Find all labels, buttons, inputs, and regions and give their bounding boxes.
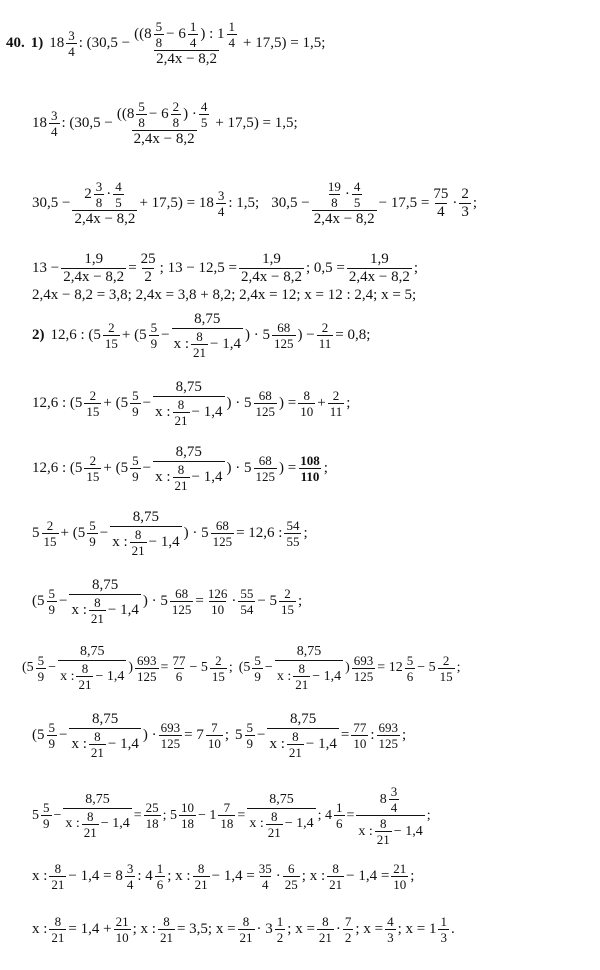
text: : (30,5 − [61, 115, 113, 131]
fraction: $\frac{77}{10}$ [353, 720, 367, 751]
fraction: $\frac{75}{4}$ [433, 186, 449, 220]
fraction: $\frac{7}{18}$ [220, 800, 234, 831]
text: ; x = [355, 921, 384, 937]
big-fraction: 8,75 x : $\frac{8}{21}$ − 1,4 [112, 509, 180, 558]
fraction: $\frac{693}{125}$ [137, 652, 157, 684]
big-fraction: 8,75 x : $\frac{8}{21}$ − 1,4 [173, 311, 241, 360]
text: ) · 5 [226, 460, 252, 476]
fraction: $\frac{5}{9}$ [48, 720, 55, 751]
fraction: $\frac{25}{2}$ [140, 251, 156, 285]
text: − 1,4 = [346, 868, 390, 884]
fraction: $\frac{693}{125}$ [353, 652, 374, 684]
fraction: $\frac{21}{10}$ [393, 861, 407, 892]
text: ; [346, 395, 351, 411]
text: ; [410, 868, 415, 884]
text: 13 − [32, 260, 60, 276]
text: (5 [238, 660, 251, 675]
text: ; [456, 660, 461, 675]
text: ; [224, 727, 229, 743]
fraction: $\frac{2}{11}$ [318, 320, 332, 351]
text: − [59, 727, 68, 743]
text: . [450, 921, 455, 937]
text: ) · 5 [245, 327, 270, 343]
text: − 17,5 = [378, 195, 430, 211]
text: ; [472, 195, 477, 211]
text: 18 [32, 115, 47, 131]
big-fraction: 8,75 x : $\frac{8}{21}$ − 1,4 [60, 644, 125, 692]
part2-line1 [32, 312, 600, 359]
fraction: $\frac{8}{21}$ [194, 861, 208, 892]
text: ) = 1,5; [253, 115, 298, 131]
text: ; 0,5 = [305, 260, 345, 276]
text: = 7 [184, 727, 204, 743]
big-fraction: $\frac{19}{8}$ · $\frac{4}{5}$ 2,4x − 8,2 [313, 179, 375, 227]
part1-line3: 30,5 − 2 $\frac{3}{8}$ · $\frac{4}{5}$ 2,4x − 8,2 + 17,5 ) = 18 $\frac{3}{4}$ : 1,5; 30,5 − $\frac{19}{8}$ · $\frac{4}{5}$ 2,4x − 8,2 − 17,5 = $\frac{75}{4}$ · $\frac{2}{3}$ ; [32, 179, 477, 227]
fraction: $\frac{693}{125}$ [378, 720, 398, 751]
fraction: $\frac{21}{10}$ [115, 914, 129, 945]
text: + 17,5 [215, 115, 254, 131]
fraction: $\frac{2}{15}$ [86, 388, 100, 419]
text: ; 13 − 12,5 = [159, 260, 237, 276]
text: ) · 5 [226, 395, 252, 411]
text: ) − [297, 327, 315, 343]
fraction: $\frac{1,9}{2,4x - 8,2}$ [241, 251, 302, 285]
fraction: $\frac{5}{9}$ [132, 388, 139, 419]
text: ; [426, 807, 431, 823]
fraction: $\frac{1}{6}$ [156, 861, 164, 892]
fraction: $\frac{2}{15}$ [86, 453, 100, 484]
text: = [160, 660, 169, 675]
text: = [237, 807, 246, 823]
part2-line8 [32, 785, 600, 846]
part1-line1 [6, 20, 596, 67]
text: 12,6 : (5 [50, 327, 101, 343]
text: x : [32, 921, 48, 937]
text: = 12,6 : [236, 525, 283, 541]
text: ; x : [301, 868, 326, 884]
text: ; [323, 460, 328, 476]
fraction: $\frac{68}{125}$ [255, 388, 275, 419]
fraction: $\frac{68}{125}$ [274, 320, 294, 351]
text: (5 [32, 727, 45, 743]
fraction: $\frac{10}{18}$ [181, 800, 194, 831]
text: = 0,8; [335, 327, 371, 343]
big-fraction: 8,75 x : $\frac{8}{21}$ − 1,4 [269, 711, 337, 760]
part2-line3 [32, 445, 600, 492]
text: − 5 [257, 593, 278, 609]
text: · [231, 593, 237, 609]
text: − [99, 525, 109, 541]
part1-line4 [32, 252, 600, 285]
text: + (5 [121, 327, 147, 343]
fraction: $\frac{2}{15}$ [211, 652, 225, 684]
fraction: $\frac{1}{3}$ [440, 914, 447, 945]
fraction: $\frac{5}{9}$ [132, 453, 139, 484]
fraction: $\frac{1,9}{2,4x - 8,2}$ [63, 251, 125, 285]
text: 18 [49, 35, 65, 51]
text: + (5 [60, 525, 86, 541]
text: − 1 [198, 807, 217, 823]
fraction: $\frac{2}{11}$ [329, 388, 343, 419]
text: − [257, 727, 266, 743]
text: = 3,5; x = [176, 921, 236, 937]
text: 5 [32, 807, 39, 823]
big-fraction: 8,75 x : $\frac{8}{21}$ − 1,4 [71, 711, 139, 760]
fraction: $\frac{77}{6}$ [172, 652, 186, 684]
text: ) = [279, 395, 297, 411]
text: ) · 5 [183, 525, 209, 541]
fraction: $\frac{1}{2}$ [276, 914, 284, 945]
text: ; [303, 525, 308, 541]
fraction: $\frac{8}{21}$ [51, 861, 65, 892]
text: − [161, 327, 170, 343]
fraction: $\frac{3}{4}$ [126, 861, 134, 892]
fraction: $\frac{3}{4}$ [68, 28, 75, 59]
big-fraction: (( 8 $\frac{5}{8}$ − 6 $\frac{2}{8}$ ) · $\frac{4}{5}$ 2,4x − 8,2 [116, 99, 208, 147]
fraction: $\frac{6}{25}$ [284, 861, 298, 892]
text: − 5 [417, 660, 436, 675]
text: − [264, 660, 273, 675]
fraction: $\frac{4}{3}$ [387, 914, 394, 945]
part2-line4 [32, 510, 600, 557]
fraction: $\frac{5}{6}$ [406, 652, 414, 684]
text: ; x : [167, 868, 191, 884]
text: 30,5 − [271, 195, 310, 211]
text: = 12 [377, 660, 403, 675]
fraction: $\frac{8}{21}$ [239, 914, 253, 945]
text: : 4 [137, 868, 153, 884]
text: ) · 5 [142, 593, 168, 609]
fraction: $\frac{3}{4}$ [217, 188, 225, 219]
text: : [370, 727, 375, 743]
fraction: $\frac{5}{9}$ [150, 320, 158, 351]
text: ) [128, 660, 134, 675]
text: + (5 [103, 395, 129, 411]
part2-line9 [32, 862, 600, 891]
fraction: $\frac{7}{2}$ [344, 914, 352, 945]
task-number: 40. [6, 35, 25, 51]
big-fraction: 8 $\frac{3}{4}$ x : $\frac{8}{21}$ − 1,4 [358, 784, 423, 847]
fraction: $\frac{5}{9}$ [89, 518, 96, 549]
text: : 1,5; [228, 195, 260, 211]
fraction: $\frac{8}{21}$ [329, 861, 343, 892]
text: ; x : [132, 921, 156, 937]
big-fraction: 8,75 x : $\frac{8}{21}$ − 1,4 [276, 644, 342, 692]
text: = 1,4 + [68, 921, 112, 937]
text: = [346, 807, 355, 823]
text: + [317, 395, 326, 411]
part2-line7 [32, 712, 600, 759]
text: − [142, 460, 152, 476]
big-fraction: 8,75 x : $\frac{8}{21}$ − 1,4 [65, 791, 130, 840]
big-fraction: (( 8 $\frac{5}{8}$ − 6 $\frac{1}{4}$ ) : 1 $\frac{1}{4}$ 2,4x − 8,2 [134, 19, 236, 67]
fraction: $\frac{25}{18}$ [145, 800, 159, 831]
part2-line6 [22, 645, 600, 691]
text: · [275, 868, 281, 884]
text: 5 [32, 525, 40, 541]
fraction: $\frac{1,9}{2,4x - 8,2}$ [348, 251, 410, 285]
part2-line2 [32, 380, 600, 427]
text: − [48, 660, 57, 675]
fraction: $\frac{3}{4}$ [51, 108, 58, 139]
fraction: $\frac{126}{10}$ [207, 586, 228, 617]
fraction: $\frac{54}{55}$ [286, 518, 300, 549]
text: − 1,4 = [211, 868, 255, 884]
text: + 17,5 [139, 195, 178, 211]
fraction: $\frac{1}{6}$ [336, 800, 343, 831]
text: ) [345, 660, 350, 675]
fraction: $\frac{108}{110}$ [300, 453, 320, 484]
text: − [53, 807, 62, 823]
text: 12,6 : (5 [32, 395, 83, 411]
text: = [340, 727, 350, 743]
fraction: $\frac{68}{125}$ [171, 586, 192, 617]
fraction: $\frac{693}{125}$ [160, 720, 181, 751]
part2-label: 2) [32, 327, 45, 343]
text: x : [32, 868, 48, 884]
part1-line2 [32, 100, 600, 147]
fraction: $\frac{68}{125}$ [212, 518, 233, 549]
fraction: $\frac{2}{15}$ [104, 320, 118, 351]
text: ; 4 [317, 807, 332, 823]
text: (5 [22, 660, 34, 675]
text: ; [298, 593, 303, 609]
fraction: $\frac{7}{10}$ [207, 720, 221, 751]
text: ; x = [287, 921, 315, 937]
text: ) · [142, 727, 157, 743]
fraction: $\frac{5}{9}$ [246, 720, 253, 751]
fraction: $\frac{5}{9}$ [37, 652, 45, 684]
fraction: $\frac{2}{15}$ [43, 518, 57, 549]
fraction: $\frac{8}{10}$ [300, 388, 314, 419]
text: − [59, 593, 68, 609]
big-fraction: 8,75 x : $\frac{8}{21}$ − 1,4 [155, 379, 223, 428]
text: = [128, 260, 137, 276]
fraction: $\frac{2}{3}$ [461, 186, 469, 220]
text: (5 [32, 593, 45, 609]
text: + (5 [103, 460, 129, 476]
text: · [335, 921, 341, 937]
text: ) = [279, 460, 297, 476]
fraction: $\frac{8}{21}$ [318, 914, 332, 945]
text: 2,4x − 8,2 = 3,8; 2,4x = 3,8 + 8,2; 2,4x = 12; x = 12 : 2,4; x = 5; [32, 287, 417, 303]
text: ; x = 1 [397, 921, 437, 937]
big-fraction: 2 $\frac{3}{8}$ · $\frac{4}{5}$ 2,4x − 8,2 [74, 179, 136, 227]
text: − 5 [189, 660, 208, 675]
text: 5 [235, 727, 243, 743]
text: ; [402, 727, 407, 743]
big-fraction: 8,75 x : $\frac{8}{21}$ − 1,4 [155, 444, 223, 493]
fraction: $\frac{5}{9}$ [43, 800, 50, 831]
text: = [195, 593, 204, 609]
text: = [133, 807, 142, 823]
text: 30,5 − [32, 195, 71, 211]
fraction: $\frac{2}{15}$ [281, 586, 295, 617]
text: 12,6 : (5 [32, 460, 83, 476]
fraction: $\frac{35}{4}$ [258, 861, 272, 892]
fraction: $\frac{8}{21}$ [159, 914, 173, 945]
text: − [142, 395, 152, 411]
fraction: $\frac{55}{54}$ [240, 586, 254, 617]
text: ) = 18 [177, 195, 214, 211]
text: − 1,4 = 8 [68, 868, 123, 884]
part1-label: 1) [30, 35, 44, 51]
big-fraction: 8,75 x : $\frac{8}{21}$ − 1,4 [249, 791, 314, 840]
text: ; [228, 660, 233, 675]
text: ) = 1,5; [281, 35, 326, 51]
big-fraction: 8,75 x : $\frac{8}{21}$ − 1,4 [71, 577, 139, 626]
part2-line5 [32, 578, 600, 625]
part2-line10 [32, 915, 600, 944]
fraction: $\frac{2}{15}$ [439, 652, 453, 684]
fraction: $\frac{5}{9}$ [48, 586, 55, 617]
fraction: $\frac{5}{9}$ [254, 652, 261, 684]
text: + 17,5 [243, 35, 282, 51]
fraction: $\frac{68}{125}$ [255, 453, 275, 484]
text: : (30,5 − [78, 35, 131, 51]
text: ; [413, 260, 418, 276]
text: · 3 [256, 921, 273, 937]
fraction: $\frac{8}{21}$ [51, 914, 65, 945]
text: ; 5 [162, 807, 177, 823]
part1-line5 [32, 288, 600, 303]
